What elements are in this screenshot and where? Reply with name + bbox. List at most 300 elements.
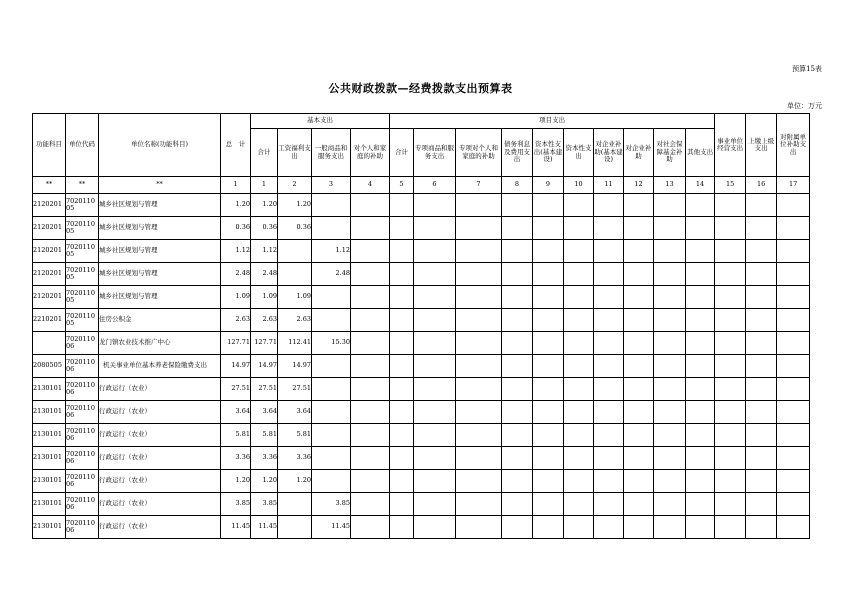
total-cell: 11.45 bbox=[221, 516, 251, 539]
empty-cell bbox=[654, 355, 686, 378]
empty-cell bbox=[777, 286, 810, 309]
column-index-cell: 1 bbox=[221, 177, 251, 194]
unit-name-cell: 城乡社区规划与管理 bbox=[99, 286, 221, 309]
empty-cell bbox=[594, 401, 624, 424]
goods-cell: 1.12 bbox=[312, 240, 351, 263]
empty-cell bbox=[746, 355, 777, 378]
column-index-cell: 16 bbox=[746, 177, 777, 194]
basic-total-cell: 1.09 bbox=[251, 286, 278, 309]
empty-cell bbox=[654, 263, 686, 286]
table-row bbox=[33, 424, 810, 447]
basic-total-cell: 1.12 bbox=[251, 240, 278, 263]
table-row bbox=[33, 194, 810, 217]
empty-cell bbox=[624, 447, 654, 470]
empty-cell bbox=[390, 332, 414, 355]
empty-cell bbox=[746, 447, 777, 470]
empty-cell bbox=[777, 355, 810, 378]
empty-cell bbox=[564, 263, 594, 286]
empty-cell bbox=[686, 286, 715, 309]
unit-name-cell: 城乡社区规划与管理 bbox=[99, 217, 221, 240]
empty-cell bbox=[654, 332, 686, 355]
func-code-cell: 2130101 bbox=[33, 378, 66, 401]
goods-cell bbox=[312, 424, 351, 447]
column-index-cell: 14 bbox=[686, 177, 715, 194]
unit-code-text: 702011006 bbox=[66, 426, 95, 442]
empty-cell bbox=[594, 378, 624, 401]
unit-code-text: 702011005 bbox=[66, 196, 95, 212]
unit-code-cell bbox=[66, 240, 99, 263]
wage-cell: 3.64 bbox=[278, 401, 312, 424]
unit-name-cell: 城乡社区规划与管理 bbox=[99, 194, 221, 217]
empty-cell bbox=[777, 194, 810, 217]
basic-total-cell: 1.20 bbox=[251, 470, 278, 493]
empty-cell bbox=[746, 263, 777, 286]
empty-cell bbox=[624, 401, 654, 424]
empty-cell bbox=[414, 378, 456, 401]
empty-cell bbox=[654, 470, 686, 493]
unit-code-text: 702011006 bbox=[66, 357, 95, 373]
empty-cell bbox=[502, 516, 533, 539]
goods-cell bbox=[312, 194, 351, 217]
goods-cell bbox=[312, 286, 351, 309]
empty-cell bbox=[390, 470, 414, 493]
goods-cell bbox=[312, 447, 351, 470]
empty-cell bbox=[654, 447, 686, 470]
empty-cell bbox=[624, 217, 654, 240]
empty-cell bbox=[414, 309, 456, 332]
header-proj-social: 对社会保障基金补助 bbox=[654, 129, 686, 177]
empty-cell bbox=[594, 217, 624, 240]
empty-cell bbox=[533, 309, 564, 332]
empty-cell bbox=[564, 516, 594, 539]
table-row bbox=[33, 355, 810, 378]
wage-cell: 5.81 bbox=[278, 424, 312, 447]
goods-cell bbox=[312, 470, 351, 493]
table-row bbox=[33, 309, 810, 332]
unit-code-text: 702011005 bbox=[66, 219, 95, 235]
header-proj-personal: 专项对个人和家庭的补助 bbox=[456, 129, 502, 177]
empty-cell bbox=[654, 194, 686, 217]
unit-name-cell: 城乡社区规划与管理 bbox=[99, 240, 221, 263]
empty-cell bbox=[502, 378, 533, 401]
unit-code-text: 702011006 bbox=[66, 518, 95, 534]
empty-cell bbox=[594, 424, 624, 447]
total-cell: 1.12 bbox=[221, 240, 251, 263]
personal-cell bbox=[351, 263, 390, 286]
empty-cell bbox=[456, 516, 502, 539]
empty-cell bbox=[564, 240, 594, 263]
header-proj-capital: 资本性支出 bbox=[564, 129, 594, 177]
empty-cell bbox=[390, 424, 414, 447]
empty-cell bbox=[564, 217, 594, 240]
empty-cell bbox=[456, 355, 502, 378]
unit-name-cell: 行政运行（农业） bbox=[99, 493, 221, 516]
empty-cell bbox=[654, 240, 686, 263]
column-index-cell: 10 bbox=[564, 177, 594, 194]
goods-cell: 15.30 bbox=[312, 332, 351, 355]
goods-cell bbox=[312, 355, 351, 378]
header-subordinate: 对附属单位补助支出 bbox=[777, 114, 810, 177]
empty-cell bbox=[390, 493, 414, 516]
empty-cell bbox=[414, 240, 456, 263]
personal-cell bbox=[351, 378, 390, 401]
empty-cell bbox=[777, 378, 810, 401]
table-row bbox=[33, 286, 810, 309]
empty-cell bbox=[456, 447, 502, 470]
func-code-cell: 2120201 bbox=[33, 286, 66, 309]
empty-cell bbox=[414, 424, 456, 447]
unit-code-cell bbox=[66, 493, 99, 516]
unit-code-cell bbox=[66, 424, 99, 447]
basic-total-cell: 2.63 bbox=[251, 309, 278, 332]
empty-cell bbox=[502, 447, 533, 470]
unit-code-cell bbox=[66, 401, 99, 424]
empty-cell bbox=[715, 240, 746, 263]
empty-cell bbox=[456, 194, 502, 217]
empty-cell bbox=[414, 263, 456, 286]
empty-cell bbox=[564, 401, 594, 424]
empty-cell bbox=[746, 217, 777, 240]
func-code-cell: 2130101 bbox=[33, 401, 66, 424]
empty-cell bbox=[777, 217, 810, 240]
func-code-cell: 2080505 bbox=[33, 355, 66, 378]
total-cell: 2.48 bbox=[221, 263, 251, 286]
total-cell: 2.63 bbox=[221, 309, 251, 332]
empty-cell bbox=[777, 493, 810, 516]
table-row bbox=[33, 401, 810, 424]
empty-cell bbox=[686, 378, 715, 401]
func-code-cell: 2120201 bbox=[33, 240, 66, 263]
empty-cell bbox=[715, 447, 746, 470]
empty-cell bbox=[533, 194, 564, 217]
header-basic-total: 合计 bbox=[251, 129, 278, 177]
column-index-row bbox=[33, 177, 810, 194]
personal-cell bbox=[351, 309, 390, 332]
personal-cell bbox=[351, 217, 390, 240]
empty-cell bbox=[594, 493, 624, 516]
empty-cell bbox=[715, 470, 746, 493]
empty-cell bbox=[564, 355, 594, 378]
column-index-cell: 13 bbox=[654, 177, 686, 194]
wage-cell: 27.51 bbox=[278, 378, 312, 401]
empty-cell bbox=[715, 493, 746, 516]
empty-cell bbox=[564, 309, 594, 332]
column-index-cell: ** bbox=[66, 177, 99, 194]
empty-cell bbox=[654, 217, 686, 240]
goods-cell bbox=[312, 401, 351, 424]
empty-cell bbox=[746, 470, 777, 493]
empty-cell bbox=[777, 516, 810, 539]
empty-cell bbox=[564, 424, 594, 447]
total-cell: 3.36 bbox=[221, 447, 251, 470]
empty-cell bbox=[624, 263, 654, 286]
header-total: 总 计 bbox=[221, 114, 251, 177]
empty-cell bbox=[594, 263, 624, 286]
basic-total-cell: 2.48 bbox=[251, 263, 278, 286]
empty-cell bbox=[502, 493, 533, 516]
empty-cell bbox=[715, 217, 746, 240]
empty-cell bbox=[502, 332, 533, 355]
empty-cell bbox=[594, 286, 624, 309]
empty-cell bbox=[654, 401, 686, 424]
func-code-cell: 2130101 bbox=[33, 424, 66, 447]
empty-cell bbox=[533, 424, 564, 447]
empty-cell bbox=[746, 332, 777, 355]
empty-cell bbox=[564, 447, 594, 470]
empty-cell bbox=[594, 447, 624, 470]
personal-cell bbox=[351, 401, 390, 424]
func-code-cell: 2130101 bbox=[33, 447, 66, 470]
empty-cell bbox=[533, 470, 564, 493]
unit-code-text: 702011006 bbox=[66, 334, 95, 350]
total-cell: 5.81 bbox=[221, 424, 251, 447]
personal-cell bbox=[351, 286, 390, 309]
personal-cell bbox=[351, 332, 390, 355]
empty-cell bbox=[390, 217, 414, 240]
empty-cell bbox=[686, 447, 715, 470]
wage-cell: 1.20 bbox=[278, 470, 312, 493]
column-index-cell: 5 bbox=[390, 177, 414, 194]
empty-cell bbox=[564, 194, 594, 217]
empty-cell bbox=[715, 378, 746, 401]
header-proj-other: 其他支出 bbox=[686, 129, 715, 177]
personal-cell bbox=[351, 516, 390, 539]
empty-cell bbox=[456, 309, 502, 332]
basic-total-cell: 14.97 bbox=[251, 355, 278, 378]
empty-cell bbox=[715, 516, 746, 539]
table-row bbox=[33, 516, 810, 539]
empty-cell bbox=[502, 217, 533, 240]
unit-code-cell bbox=[66, 194, 99, 217]
empty-cell bbox=[594, 355, 624, 378]
unit-name-cell: 行政运行（农业） bbox=[99, 447, 221, 470]
empty-cell bbox=[414, 286, 456, 309]
empty-cell bbox=[390, 240, 414, 263]
empty-cell bbox=[456, 470, 502, 493]
empty-cell bbox=[624, 194, 654, 217]
empty-cell bbox=[533, 516, 564, 539]
basic-total-cell: 27.51 bbox=[251, 378, 278, 401]
empty-cell bbox=[746, 194, 777, 217]
personal-cell bbox=[351, 355, 390, 378]
empty-cell bbox=[654, 286, 686, 309]
empty-cell bbox=[390, 516, 414, 539]
unit-name-cell: 机关事业单位基本养老保险缴费支出 bbox=[99, 355, 221, 378]
header-proj-debt: 债务利息及费用支出 bbox=[502, 129, 533, 177]
empty-cell bbox=[715, 355, 746, 378]
empty-cell bbox=[624, 516, 654, 539]
unit-code-cell bbox=[66, 263, 99, 286]
header-proj-capital-basic: 资本性支出(基本建设) bbox=[533, 129, 564, 177]
empty-cell bbox=[533, 378, 564, 401]
empty-cell bbox=[594, 516, 624, 539]
empty-cell bbox=[686, 194, 715, 217]
empty-cell bbox=[456, 240, 502, 263]
empty-cell bbox=[564, 378, 594, 401]
empty-cell bbox=[746, 493, 777, 516]
wage-cell: 0.36 bbox=[278, 217, 312, 240]
page-title: 公共财政拨款—经费拨款支出预算表 bbox=[328, 82, 513, 95]
empty-cell bbox=[746, 286, 777, 309]
unit-label: 单位：万元 bbox=[787, 102, 822, 110]
empty-cell bbox=[533, 263, 564, 286]
empty-cell bbox=[414, 516, 456, 539]
unit-code-cell bbox=[66, 355, 99, 378]
empty-cell bbox=[654, 493, 686, 516]
personal-cell bbox=[351, 493, 390, 516]
func-code-cell: 2120201 bbox=[33, 194, 66, 217]
header-basic-personal: 对个人和家庭的补助 bbox=[351, 129, 390, 177]
empty-cell bbox=[414, 355, 456, 378]
column-index-cell: 8 bbox=[502, 177, 533, 194]
personal-cell bbox=[351, 447, 390, 470]
basic-total-cell: 0.36 bbox=[251, 217, 278, 240]
unit-name-cell: 龙门镇农业技术推广中心 bbox=[99, 332, 221, 355]
empty-cell bbox=[390, 194, 414, 217]
empty-cell bbox=[686, 516, 715, 539]
func-code-cell: 2130101 bbox=[33, 516, 66, 539]
personal-cell bbox=[351, 240, 390, 263]
empty-cell bbox=[686, 263, 715, 286]
personal-cell bbox=[351, 194, 390, 217]
empty-cell bbox=[624, 470, 654, 493]
empty-cell bbox=[390, 355, 414, 378]
column-index-cell: 9 bbox=[533, 177, 564, 194]
unit-code-text: 702011006 bbox=[66, 495, 95, 511]
empty-cell bbox=[746, 401, 777, 424]
goods-cell: 3.85 bbox=[312, 493, 351, 516]
basic-total-cell: 3.64 bbox=[251, 401, 278, 424]
wage-cell: 2.63 bbox=[278, 309, 312, 332]
unit-code-text: 702011006 bbox=[66, 380, 95, 396]
unit-name-cell: 行政运行（农业） bbox=[99, 516, 221, 539]
column-index-cell: 7 bbox=[456, 177, 502, 194]
empty-cell bbox=[624, 309, 654, 332]
total-cell: 1.20 bbox=[221, 470, 251, 493]
empty-cell bbox=[777, 263, 810, 286]
total-cell: 127.71 bbox=[221, 332, 251, 355]
table-row bbox=[33, 378, 810, 401]
unit-code-cell bbox=[66, 470, 99, 493]
wage-cell: 1.09 bbox=[278, 286, 312, 309]
empty-cell bbox=[502, 309, 533, 332]
header-basic-group: 基本支出 bbox=[251, 114, 390, 129]
basic-total-cell: 1.20 bbox=[251, 194, 278, 217]
empty-cell bbox=[654, 378, 686, 401]
empty-cell bbox=[414, 401, 456, 424]
header-proj-goods: 专项商品和服务支出 bbox=[414, 129, 456, 177]
unit-code-cell bbox=[66, 286, 99, 309]
empty-cell bbox=[654, 424, 686, 447]
header-unit-name: 单位名称(功能科目) bbox=[99, 114, 221, 177]
empty-cell bbox=[533, 332, 564, 355]
empty-cell bbox=[390, 378, 414, 401]
header-basic-goods: 一般商品和服务支出 bbox=[312, 129, 351, 177]
unit-code-cell bbox=[66, 447, 99, 470]
empty-cell bbox=[594, 194, 624, 217]
unit-name-cell: 住房公积金 bbox=[99, 309, 221, 332]
total-cell: 1.09 bbox=[221, 286, 251, 309]
empty-cell bbox=[533, 240, 564, 263]
column-index-cell: 12 bbox=[624, 177, 654, 194]
empty-cell bbox=[502, 401, 533, 424]
empty-cell bbox=[624, 240, 654, 263]
empty-cell bbox=[715, 424, 746, 447]
empty-cell bbox=[686, 470, 715, 493]
unit-code-text: 702011006 bbox=[66, 472, 95, 488]
empty-cell bbox=[390, 401, 414, 424]
empty-cell bbox=[686, 493, 715, 516]
column-index-cell: ** bbox=[99, 177, 221, 194]
empty-cell bbox=[414, 332, 456, 355]
unit-code-text: 702011006 bbox=[66, 449, 95, 465]
personal-cell bbox=[351, 424, 390, 447]
empty-cell bbox=[715, 194, 746, 217]
column-index-cell: 2 bbox=[278, 177, 312, 194]
unit-name-cell: 城乡社区规划与管理 bbox=[99, 263, 221, 286]
empty-cell bbox=[502, 263, 533, 286]
table-row bbox=[33, 240, 810, 263]
basic-total-cell: 11.45 bbox=[251, 516, 278, 539]
unit-name-cell: 行政运行（农业） bbox=[99, 470, 221, 493]
wage-cell bbox=[278, 263, 312, 286]
empty-cell bbox=[456, 332, 502, 355]
empty-cell bbox=[456, 217, 502, 240]
empty-cell bbox=[715, 401, 746, 424]
empty-cell bbox=[777, 240, 810, 263]
goods-cell bbox=[312, 217, 351, 240]
unit-code-text: 702011005 bbox=[66, 265, 95, 281]
empty-cell bbox=[564, 332, 594, 355]
empty-cell bbox=[686, 240, 715, 263]
func-code-cell: 2120201 bbox=[33, 217, 66, 240]
wage-cell: 1.20 bbox=[278, 194, 312, 217]
empty-cell bbox=[624, 378, 654, 401]
empty-cell bbox=[533, 286, 564, 309]
basic-total-cell: 3.85 bbox=[251, 493, 278, 516]
header-higher-level: 上缴上级支出 bbox=[746, 114, 777, 177]
budget-table bbox=[32, 113, 810, 539]
unit-code-cell bbox=[66, 217, 99, 240]
column-index-cell: 1 bbox=[251, 177, 278, 194]
total-cell: 14.97 bbox=[221, 355, 251, 378]
empty-cell bbox=[777, 447, 810, 470]
empty-cell bbox=[456, 493, 502, 516]
wage-cell bbox=[278, 493, 312, 516]
empty-cell bbox=[502, 286, 533, 309]
empty-cell bbox=[502, 470, 533, 493]
func-code-cell bbox=[33, 332, 66, 355]
column-index-cell: 3 bbox=[312, 177, 351, 194]
wage-cell bbox=[278, 516, 312, 539]
header-proj-enterprise: 对企业补助 bbox=[624, 129, 654, 177]
empty-cell bbox=[746, 309, 777, 332]
empty-cell bbox=[390, 263, 414, 286]
empty-cell bbox=[390, 447, 414, 470]
form-number: 预算15表 bbox=[792, 65, 822, 73]
empty-cell bbox=[502, 194, 533, 217]
goods-cell: 11.45 bbox=[312, 516, 351, 539]
empty-cell bbox=[502, 424, 533, 447]
empty-cell bbox=[686, 355, 715, 378]
unit-code-cell bbox=[66, 309, 99, 332]
empty-cell bbox=[414, 217, 456, 240]
goods-cell bbox=[312, 378, 351, 401]
header-biz-unit: 事业单位经营支出 bbox=[715, 114, 746, 177]
empty-cell bbox=[594, 470, 624, 493]
column-index-cell: 4 bbox=[351, 177, 390, 194]
goods-cell: 2.48 bbox=[312, 263, 351, 286]
